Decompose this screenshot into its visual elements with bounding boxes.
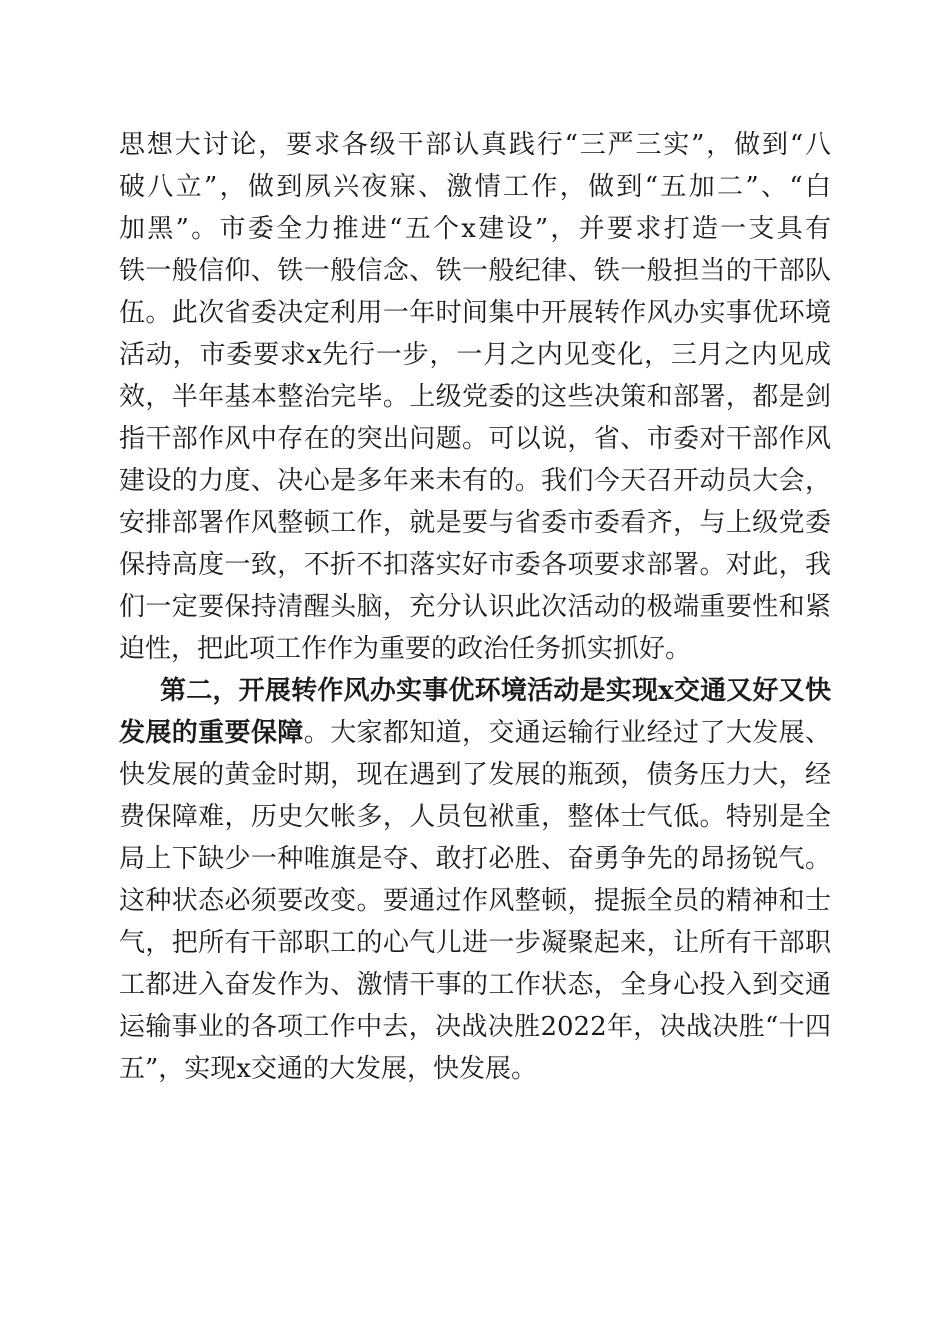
paragraph-2-line-rest: 。大家都知道，交通运输行业经过了大发展、 [303,718,831,748]
text-line: 气，把所有干部职工的心气儿进一步凝聚起来，让所有干部职 [119,928,831,958]
text-line: 运输事业的各项工作中去，决战决胜2022年，决战决胜“十四 [119,1012,831,1042]
text-line: 快发展的黄金时期，现在遇到了发展的瓶颈，债务压力大，经 [119,760,831,790]
text-line: 工都进入奋发作为、激情干事的工作状态，全身心投入到交通 [119,970,831,1000]
paragraph-2-heading-line: 第二，开展转作风办实事优环境活动是实现x交通又好又快 [160,676,831,706]
body-text [119,124,831,1090]
text-line: 费保障难，历史欠帐多，人员包袱重，整体士气低。特别是全 [119,802,831,832]
text-line: 伍。此次省委决定利用一年时间集中开展转作风办实事优环境 [119,298,831,328]
paragraph-2 [119,670,831,1090]
paragraph-2-heading-end: 发展的重要保障 [119,718,304,748]
text-line: 铁一般信仰、铁一般信念、铁一般纪律、铁一般担当的干部队 [119,256,831,286]
text-line: 指干部作风中存在的突出问题。可以说，省、市委对干部作风 [119,424,831,454]
text-line: 安排部署作风整顿工作，就是要与省委市委看齐，与上级党委 [119,508,831,538]
text-line: 思想大讨论，要求各级干部认真践行“三严三实”，做到“八 [119,130,831,160]
text-line: 建设的力度、决心是多年来未有的。我们今天召开动员大会， [119,466,831,496]
text-line [119,712,831,754]
text-line: 破八立”，做到夙兴夜寐、激情工作，做到“五加二”、“白 [119,172,831,202]
text-line: 们一定要保持清醒头脑，充分认识此次活动的极端重要性和紧 [119,592,831,622]
text-line: 这种状态必须要改变。要通过作风整顿，提振全员的精神和士 [119,886,831,916]
text-line: 活动，市委要求x先行一步，一月之内见变化，三月之内见成 [119,340,831,370]
text-line: 效，半年基本整治完毕。上级党委的这些决策和部署，都是剑 [119,382,831,412]
paragraph-1 [119,124,831,670]
text-line: 局上下缺少一种唯旗是夺、敢打必胜、奋勇争先的昂扬锐气。 [119,844,831,874]
text-line: 加黑”。市委全力推进“五个x建设”，并要求打造一支具有 [119,214,831,244]
text-line: 保持高度一致，不折不扣落实好市委各项要求部署。对此，我 [119,550,831,580]
text-line: 迫性，把此项工作作为重要的政治任务抓实抓好。 [119,634,692,664]
text-line: 五”，实现x交通的大发展，快发展。 [119,1054,537,1084]
